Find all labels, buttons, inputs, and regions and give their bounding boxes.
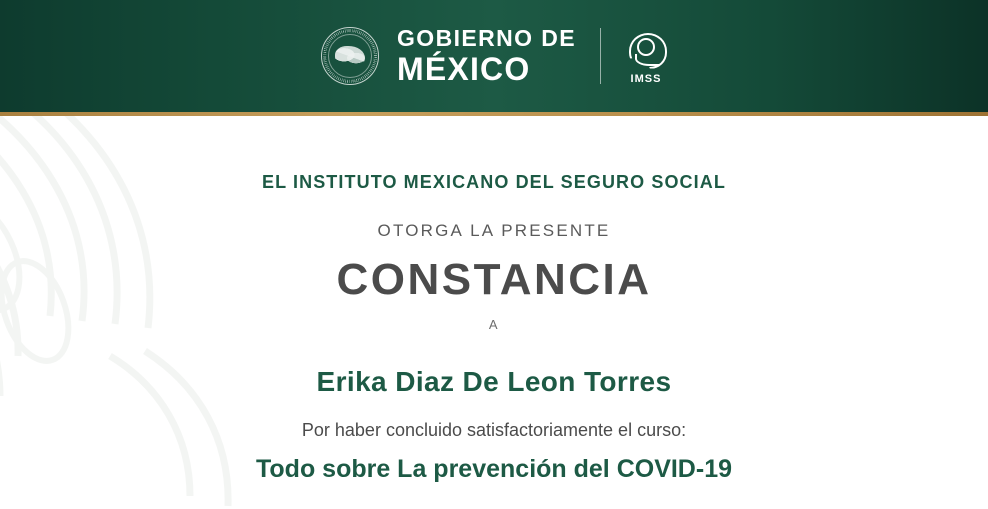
header-logo-group bbox=[321, 27, 667, 85]
certificate-title: CONSTANCIA bbox=[336, 255, 652, 304]
gobierno-header-bar bbox=[0, 0, 988, 112]
mexican-coat-of-arms-seal-icon bbox=[321, 27, 379, 85]
header-divider bbox=[600, 28, 601, 84]
imss-label: IMSS bbox=[630, 72, 662, 85]
completion-line: Por haber concluido satisfactoriamente el curso: bbox=[301, 420, 687, 440]
gobierno-line1: GOBIERNO DE bbox=[397, 25, 576, 51]
grants-line: OTORGA LA PRESENTE bbox=[377, 221, 611, 240]
imss-logo bbox=[625, 28, 667, 85]
imss-eagle-logo-icon bbox=[625, 28, 667, 70]
gobierno-line2: MÉXICO bbox=[397, 51, 531, 87]
recipient-name: Erika Diaz De Leon Torres bbox=[316, 366, 672, 397]
certificate-body bbox=[0, 116, 988, 509]
course-name: Todo sobre La prevención del COVID-19 bbox=[255, 455, 732, 483]
to-label: A bbox=[488, 317, 500, 332]
gobierno-wordmark bbox=[397, 27, 576, 85]
institute-line: EL INSTITUTO MEXICANO DEL SEGURO SOCIAL bbox=[262, 172, 726, 192]
certificate-content bbox=[0, 116, 988, 484]
